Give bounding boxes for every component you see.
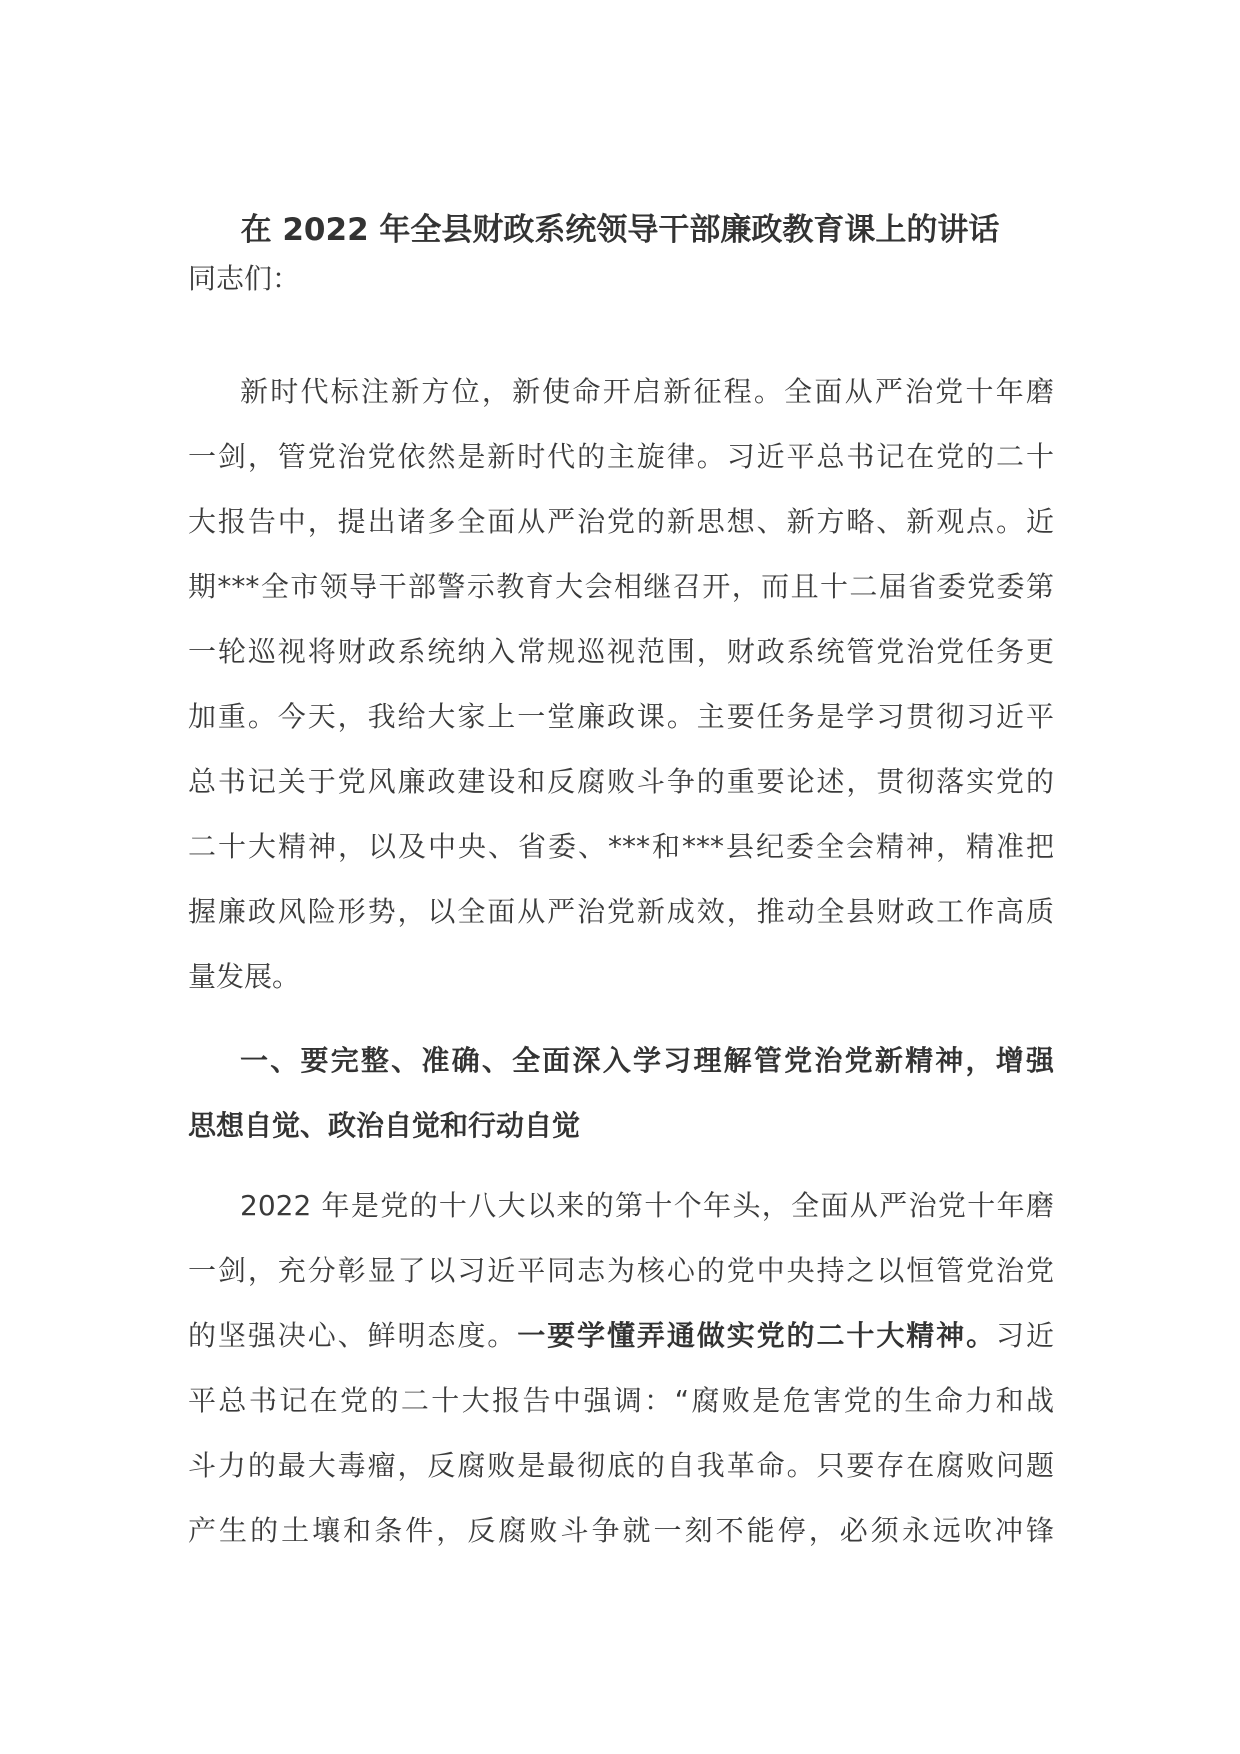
text-run: 习近 (996, 1319, 1054, 1352)
heading-line: 思想自觉、政治自觉和行动自觉 (188, 1109, 581, 1142)
text-line: 量发展。 (188, 960, 301, 993)
text-line: 新时代标注新方位，新使命开启新征程。全面从严治党十年磨 (240, 375, 1054, 408)
text-line: 产生的土壤和条件，反腐败斗争就一刻不能停，必须永远吹冲锋 (188, 1514, 1054, 1547)
text-line: 一剑，管党治党依然是新时代的主旋律。习近平总书记在党的二十 (188, 440, 1054, 473)
bold-text-run: 一要学懂弄通做实党的二十大精神。 (517, 1319, 997, 1352)
text-line: 二十大精神，以及中央、省委、***和***县纪委全会精神，精准把 (188, 830, 1054, 863)
text-line: 握廉政风险形势，以全面从严治党新成效，推动全县财政工作高质 (188, 895, 1054, 928)
text-line: 期***全市领导干部警示教育大会相继召开，而且十二届省委党委第 (188, 570, 1054, 603)
greeting: 同志们： (188, 262, 301, 295)
text-line: 一轮巡视将财政系统纳入常规巡视范围，财政系统管党治党任务更 (188, 635, 1054, 668)
text-line: 平总书记在党的二十大报告中强调：“腐败是危害党的生命力和战 (188, 1384, 1054, 1417)
text-line: 2022 年是党的十八大以来的第十个年头，全面从严治党十年磨 (240, 1189, 1054, 1222)
text-line: 斗力的最大毒瘤，反腐败是最彻底的自我革命。只要存在腐败问题 (188, 1449, 1054, 1482)
text-line: 大报告中，提出诸多全面从严治党的新思想、新方略、新观点。近 (188, 505, 1054, 538)
text-line: 加重。今天，我给大家上一堂廉政课。主要任务是学习贯彻习近平 (188, 700, 1054, 733)
text-line (188, 1303, 1054, 1368)
text-line: 一剑，充分彰显了以习近平同志为核心的党中央持之以恒管党治党 (188, 1254, 1054, 1287)
paragraph-section-1 (188, 1173, 1054, 1563)
document-title: 在 2022 年全县财政系统领导干部廉政教育课上的讲话 (240, 212, 1000, 248)
document-body (188, 246, 1054, 1563)
text-line: 总书记关于党风廉政建设和反腐败斗争的重要论述，贯彻落实党的 (188, 765, 1054, 798)
text-run: 的坚强决心、鲜明态度。 (188, 1319, 518, 1352)
section-heading-1 (188, 1028, 1054, 1158)
paragraph-intro (188, 359, 1054, 1009)
heading-line: 一、要完整、准确、全面深入学习理解管党治党新精神，增强 (240, 1044, 1054, 1077)
